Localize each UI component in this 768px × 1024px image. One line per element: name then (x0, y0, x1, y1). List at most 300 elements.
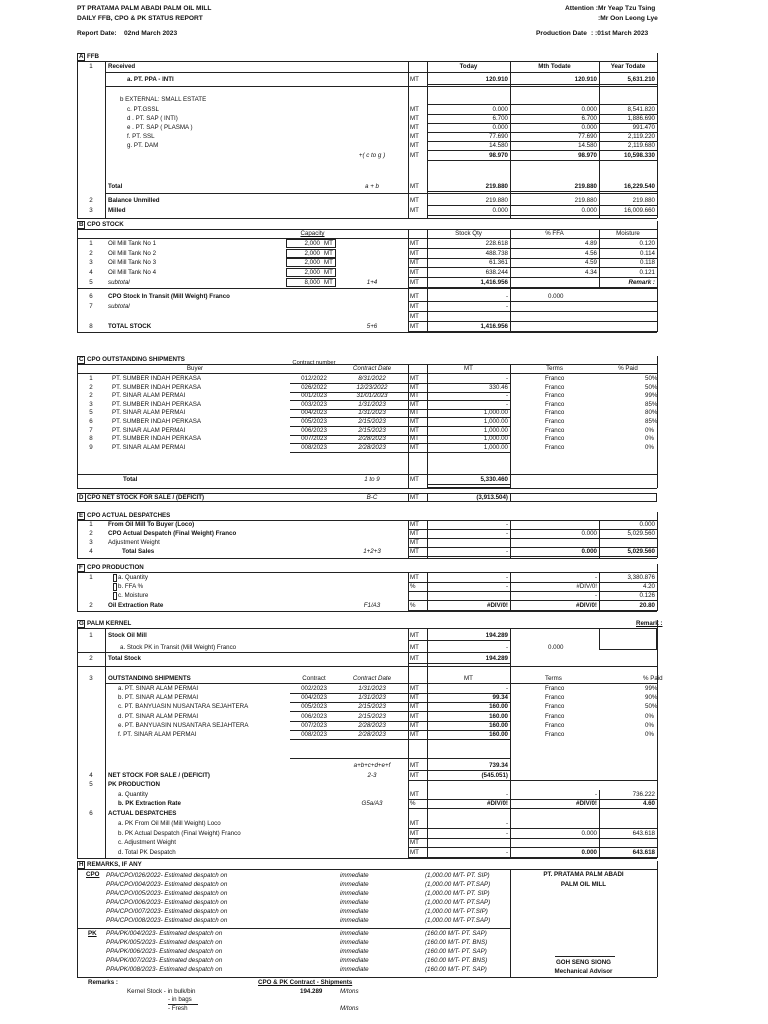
b-row-stock: - (505, 293, 508, 300)
c-row-terms: Franco (545, 435, 565, 442)
a-row-label: a. PT. PPA - INTI (127, 76, 174, 83)
b-row-no: 3 (89, 259, 93, 266)
c-row-terms: Franco (545, 401, 565, 408)
g-stock-label: a. Stock PK in Transit (Mill Weight) Franco (120, 644, 237, 651)
c-row-unit: MT (410, 435, 419, 442)
h-pk-when: immediate (340, 939, 369, 946)
h-pk-text: PPA/PK/007/2023- Estimated despatch on (106, 957, 223, 964)
h-cpo-when: immediate (340, 881, 369, 888)
g-out-terms: Franco (545, 694, 565, 701)
b-row-unit: MT (410, 269, 419, 276)
g-out-unit: MT (410, 703, 419, 710)
a-row-label: Received (108, 63, 136, 70)
g-out-contract: 008/2023 (301, 731, 327, 738)
e-row-unit: MT (410, 530, 419, 537)
e-row-mtd: 0.000 (581, 530, 597, 537)
g-out-mt: 160.00 (489, 731, 508, 738)
col-capacity: Capacity (300, 230, 325, 237)
c-row-unit: MT (410, 392, 419, 399)
b-row-unit: MT (410, 250, 419, 257)
g-out-contract: 005/2023 (301, 703, 327, 710)
b-row-unit: MT (410, 293, 419, 300)
g-stock-value: 194.289 (485, 632, 508, 639)
a-row-unit: MT (410, 106, 419, 113)
g-desp-row-unit: MT (410, 830, 419, 837)
a-row-rule (427, 123, 657, 124)
c-row-date: 31/01/2023 (356, 392, 388, 399)
g-out-rule (290, 711, 510, 712)
f-row-marker (113, 592, 117, 600)
b-row-unit: MT (410, 303, 419, 310)
g-out-rule (290, 739, 510, 740)
f-row-mtd: - (594, 592, 597, 599)
b-row-label: Oil Mill Tank No 2 (108, 250, 157, 257)
c-row-contract: 007/2023 (301, 435, 327, 442)
h-cpo-text: PPA/CPO/006/2023- Estimated despatch on (106, 899, 228, 906)
g-out-buyer: d. PT. SINAR ALAM PERMAI (118, 713, 199, 720)
e-row-label: Adjustment Weight (108, 539, 160, 546)
a-row-formula: +( c to g ) (358, 152, 386, 159)
a-row-label: d . PT. SAP ( INTI) (127, 115, 178, 122)
f-row-rule (408, 591, 657, 592)
b-row-capacity: 2,000 (304, 269, 320, 276)
h-cpo-qty: (1,000.00 M/T- PT.SIP) (425, 908, 488, 915)
a-row-today: 0.000 (492, 106, 508, 113)
col-moisture: Moisture (616, 230, 640, 237)
b-subtotal-rule (77, 288, 657, 289)
b-row-ffa: 4.89 (584, 240, 597, 247)
g-stock-value: 194.289 (485, 655, 508, 662)
h-pk-text: PPA/PK/005/2023- Estimated despatch on (106, 939, 223, 946)
c-row-unit: MT (410, 401, 419, 408)
g-desp-row-ytd: 643.618 (632, 849, 655, 856)
h-cpo-text: PPA/CPO/007/2023- Estimated despatch on (106, 908, 228, 915)
section-a-letter: A (79, 53, 84, 60)
g-prod-row-today: - (505, 791, 508, 798)
g-out-contract: 004/2023 (301, 694, 327, 701)
h-cpo-qty: (1,000.00 M/T- PT.SAP) (425, 899, 491, 906)
production-date: : :01st March 2023 (591, 30, 649, 37)
b-row-rule (408, 248, 657, 249)
a-row-today: 219.880 (485, 197, 508, 204)
f-row-today: - (505, 583, 508, 590)
b-row-stock: 228.618 (485, 240, 508, 247)
f-row-rule (408, 610, 657, 611)
f-row-no: 2 (89, 602, 93, 609)
c-total-value: 5,330.460 (480, 476, 508, 483)
report-date-label: Report Date: (77, 30, 117, 37)
b-row-stock: 1,416.956 (480, 323, 508, 330)
e-row-rule (408, 547, 657, 548)
c-row-no: 7 (89, 427, 93, 434)
e-row-mtd: 0.000 (581, 548, 597, 555)
g-out-date: 2/28/2023 (358, 731, 386, 738)
col-contract-number: Contract number (292, 360, 336, 366)
e-row-today: - (505, 521, 508, 528)
g-desp-row-label: b. PK Actual Despatch (Final Weight) Franco (118, 830, 241, 837)
g-net-value: (545.051) (481, 772, 508, 779)
g-col-terms: Terms (545, 675, 562, 682)
g-stock-label: Total Stock (108, 655, 141, 662)
b-row-ffa: 4.59 (584, 259, 597, 266)
c-row-contract: 026/2022 (301, 384, 327, 391)
attention-label: Attention : (565, 5, 598, 12)
section-e-letter: E (79, 512, 84, 519)
company-name: PT PRATAMA PALM ABADI PALM OIL MILL (77, 5, 212, 12)
g-out-terms: Franco (545, 703, 565, 710)
c-row-no: 2 (89, 384, 93, 391)
c-row-buyer: PT. SUMBER INDAH PERKASA (112, 401, 202, 408)
g-prod-no: 5 (89, 781, 93, 788)
c-row-rule (290, 452, 510, 453)
g-desp-row-mtd: 0.000 (581, 830, 597, 837)
h-pk-qty: (160.00 M/T- PT. BNS) (425, 939, 488, 946)
f-row-rule (408, 582, 657, 583)
a-row-unit: MT (410, 142, 419, 149)
e-row-no: 1 (89, 521, 93, 528)
footer-fresh-unit: M/tons (340, 1005, 359, 1012)
c-row-mt: 1,000.00 (483, 418, 508, 425)
a-row-ytd: 2,119.680 (627, 142, 655, 149)
h-cpo-qty: (1,000.00 M/T- PT.SAP) (425, 881, 491, 888)
g-out-date: 2/15/2023 (358, 713, 386, 720)
b-row-capacity: 2,000 (304, 259, 320, 266)
g-stock-sep (77, 652, 510, 653)
a-row-today: 98.970 (489, 152, 508, 159)
b-row-label: CPO Stock In Transit (Mill Weight) Franco (108, 293, 230, 300)
b-row-stock: - (505, 303, 508, 310)
f-row-unit: % (410, 583, 416, 590)
col-paid: % Paid (618, 365, 638, 372)
g-desp-row-label: c. Adjustment Weight (118, 839, 177, 846)
production-date-label: Production Date (536, 30, 587, 37)
b-row-label: Oil Mill Tank No 3 (108, 259, 157, 266)
a-row-label: c. PT.GSSL (127, 106, 159, 113)
b-row-moisture: Remark : (628, 279, 655, 286)
a-row-mtd: 14.580 (578, 142, 597, 149)
c-row-buyer: PT. SUMBER INDAH PERKASA (112, 418, 202, 425)
g-out-date: 1/31/2023 (358, 694, 386, 701)
b-row-capacity: 2,000 (304, 240, 320, 247)
b-row-moisture: 0.118 (639, 259, 655, 266)
g-out-terms: Franco (545, 713, 565, 720)
d-formula: B-C (366, 494, 378, 501)
a-row-label: Balance Unmilled (108, 197, 160, 204)
e-row-today: - (505, 548, 508, 555)
col-month-todate: Mth Todate (538, 63, 571, 70)
g-prod-rule (408, 808, 657, 809)
h-pk-qty: (160.00 M/T- PT. SAP) (425, 948, 487, 955)
b-row-no: 2 (89, 250, 93, 257)
a-row-mtd: 120.910 (574, 76, 597, 83)
e-row-label: CPO Actual Despatch (Final Weight) Franco (108, 530, 237, 537)
e-row-rule (408, 556, 657, 557)
f-row-formula: F1/A3 (363, 602, 381, 609)
section-b-letter: B (79, 221, 84, 228)
h-pk-label: PK (88, 930, 97, 937)
h-cpo-text: PPA/CPO/026/2022- Estimated despatch on (106, 872, 228, 879)
h-cpo-qty: (1,000.00 M/T- PT.SAP) (425, 917, 491, 924)
c-row-mt: - (505, 375, 508, 382)
g-out-paid: 50% (645, 703, 658, 710)
c-row-mt: - (505, 392, 508, 399)
g-stock-rule (408, 640, 510, 641)
g-net-rule (408, 780, 657, 781)
b-row-unit: MT (410, 259, 419, 266)
h-pk-text: PPA/PK/008/2023- Estimated despatch on (106, 966, 223, 973)
b-row-label: subtotal (108, 303, 130, 310)
c-row-date: 2/15/2023 (358, 427, 386, 434)
g-out-contract: 007/2023 (301, 722, 327, 729)
section-f-title: CPO PRODUCTION (87, 564, 144, 571)
c-row-terms: Franco (545, 427, 565, 434)
f-row-no: 1 (89, 574, 93, 581)
c-row-paid: 80% (645, 409, 658, 416)
g-remark-box (599, 628, 657, 650)
a-row-label: g. PT. DAM (127, 142, 159, 149)
a-row-unit: MT (410, 207, 419, 214)
g-prod-row-mtd: - (594, 791, 597, 798)
c-row-mt: 1,000.00 (483, 409, 508, 416)
section-c-title: CPO OUTSTANDING SHIPMENTS (87, 356, 185, 363)
g-stock-transit: 0.000 (548, 644, 564, 651)
c-row-buyer: PT. SINAR ALAM PERMAI (112, 427, 186, 434)
g-out-mt: - (505, 685, 508, 692)
c-row-unit: MT (410, 418, 419, 425)
footer-remarks-label: Remarks : (88, 979, 118, 986)
h-pk-when: immediate (340, 966, 369, 973)
g-out-unit: MT (410, 731, 419, 738)
f-row-marker (113, 574, 117, 582)
c-row-no: 2 (89, 392, 93, 399)
a-row-label: f. PT. SSL (127, 133, 155, 140)
h-pk-when: immediate (340, 957, 369, 964)
c-row-terms: Franco (545, 409, 565, 416)
col-terms: Terms (546, 365, 563, 372)
a-row-unit: MT (410, 152, 419, 159)
section-d-title: CPO NET STOCK FOR SALE / (DEFICIT) (87, 494, 205, 501)
h-cpo-text: PPA/CPO/005/2023- Estimated despatch on (106, 890, 228, 897)
e-row-unit: MT (410, 548, 419, 555)
f-row-label: a. Quantity (118, 574, 148, 581)
g-desp-rule (408, 847, 657, 848)
b-row-capacity-unit: MT (324, 279, 333, 286)
c-row-mt: 1,000.00 (483, 444, 508, 451)
g-col-date: Contract Date (352, 675, 392, 682)
h-pk-when: immediate (340, 948, 369, 955)
h-pk-text: PPA/PK/006/2023- Estimated despatch on (106, 948, 223, 955)
g-out-head-rule (105, 683, 657, 684)
g-out-paid: 0% (645, 713, 654, 720)
b-row-rule (408, 267, 657, 268)
col-stock-qty: Stock Qty (455, 230, 482, 237)
e-row-rule (408, 538, 657, 539)
g-stock-unit: MT (410, 655, 419, 662)
b-row-no: 4 (89, 269, 93, 276)
g-out-mt: 160.00 (489, 703, 508, 710)
report-title: DAILY FFB, CPO & PK STATUS REPORT (77, 15, 203, 22)
a-row-rule (427, 104, 657, 105)
a-row-no: 1 (89, 63, 93, 70)
a-row-today: 77.690 (489, 133, 508, 140)
capacity-cell (286, 239, 336, 248)
c-row-paid: 99% (645, 392, 658, 399)
b-row-rule (408, 321, 657, 322)
e-row-no: 3 (89, 539, 93, 546)
g-out-terms: Franco (545, 731, 565, 738)
section-h-letter: H (79, 861, 84, 868)
c-row-contract: 003/2023 (301, 401, 327, 408)
b-row-label: Oil Mill Tank No 1 (108, 240, 157, 247)
capacity-cell (286, 278, 336, 287)
a-row-rule (427, 132, 657, 133)
e-row-rule (408, 529, 657, 530)
g-out-total-top (290, 758, 510, 759)
f-row-mtd: #DIV/0! (576, 602, 597, 609)
g-prod-label: PK PRODUCTION (108, 781, 160, 788)
a-row-mtd: 6.700 (581, 115, 597, 122)
c-row-contract: 006/2023 (301, 427, 327, 434)
b-row-capacity-unit: MT (324, 240, 333, 247)
a-row-rule (427, 160, 657, 161)
e-row-unit: MT (410, 539, 419, 546)
h-cpo-when: immediate (340, 872, 369, 879)
b-row-label: TOTAL STOCK (108, 323, 152, 330)
h-cpo-text: PPA/CPO/008/2023- Estimated despatch on (106, 917, 228, 924)
section-d-letter: D (79, 494, 84, 501)
c-row-terms: Franco (545, 375, 565, 382)
c-row-buyer: PT. SUMBER INDAH PERKASA (112, 384, 202, 391)
g-desp-row-today: - (505, 849, 508, 856)
h-cpo-qty: (1,000.00 M/T- PT. SIP) (425, 890, 490, 897)
g-prod-row-unit: MT (410, 791, 419, 798)
b-row-no: 6 (89, 293, 93, 300)
g-out-total-rule (408, 770, 510, 771)
col-year-todate: Year Todate (610, 63, 646, 70)
section-g-title: PALM KERNEL (87, 620, 132, 627)
c-row-buyer: PT. SUMBER INDAH PERKASA (112, 375, 202, 382)
b-row-unit: MT (410, 313, 419, 320)
col-buyer: Buyer (186, 365, 204, 372)
g-net-unit: MT (410, 772, 419, 779)
h-cpo-text: PPA/CPO/004/2023- Estimated despatch on (106, 881, 228, 888)
footer-kernel-label: Kernel Stock - in bulk/bin (127, 988, 196, 995)
g-desp-no: 6 (89, 810, 93, 817)
footer-kernel-value: 194.289 (300, 988, 323, 995)
capacity-cell (286, 249, 336, 258)
b-row-moisture: 0.121 (639, 269, 655, 276)
e-row-label: Total Sales (122, 548, 155, 555)
capacity-cell (286, 268, 336, 277)
b-row-rule (408, 311, 657, 312)
c-row-no: 8 (89, 435, 93, 442)
g-desp-row-unit: MT (410, 820, 419, 827)
a-row-unit: MT (410, 183, 419, 190)
g-stock-value: - (505, 644, 508, 651)
c-row-paid: 85% (645, 401, 658, 408)
c-row-date: 2/28/2023 (358, 435, 386, 442)
f-row-label: c. Moisture (118, 592, 149, 599)
a-row-label: Total (108, 183, 123, 190)
h-cpo-qty: (1,000.00 M/T- PT. SIP) (425, 872, 490, 879)
c-row-date: 1/31/2023 (358, 409, 386, 416)
g-prod-row-ytd: 4.60 (642, 800, 655, 807)
c-row-contract: 001/2023 (301, 392, 327, 399)
g-out-total-unit: MT (410, 762, 419, 769)
a-row-ytd: 5,631.210 (627, 76, 655, 83)
g-prod-rule (408, 799, 657, 800)
e-row-today: - (505, 530, 508, 537)
g-remark: Remark : (636, 620, 663, 627)
a-row-mtd: 0.000 (581, 124, 597, 131)
c-row-paid: 0% (645, 435, 654, 442)
b-row-rule (408, 301, 657, 302)
a-row-no: 2 (89, 197, 93, 204)
a-row-formula: a + b (365, 183, 379, 190)
g-stock-no: 2 (89, 655, 93, 662)
g-out-mt: 99.34 (492, 694, 508, 701)
c-row-date: 2/15/2023 (358, 418, 386, 425)
report-date: 02nd March 2023 (124, 30, 178, 37)
g-out-mt: 160.00 (489, 722, 508, 729)
g-desp-row-ytd: 643.618 (632, 830, 655, 837)
g-net-formula: 2-3 (367, 772, 377, 779)
e-row-ytd: 5,029.560 (627, 548, 655, 555)
col-ffa: % FFA (545, 230, 564, 237)
b-row-stock: 638.244 (485, 269, 508, 276)
section-a-title: FFB (87, 53, 100, 60)
g-out-paid: 99% (645, 685, 658, 692)
c-row-paid: 50% (645, 384, 658, 391)
c-row-date: 2/28/2023 (358, 444, 386, 451)
h-pk-when: immediate (340, 930, 369, 937)
g-desp-row-unit: MT (410, 839, 419, 846)
col-mt: MT (464, 365, 473, 372)
g-out-buyer: b. PT. SINAR ALAM PERMAI (118, 694, 199, 701)
h-pk-text: PPA/PK/004/2023- Estimated despatch on (106, 930, 223, 937)
g-col-mt: MT (464, 675, 473, 682)
c-row-mt: 330.46 (489, 384, 508, 391)
a-row-today: 6.700 (492, 115, 508, 122)
e-row-unit: MT (410, 521, 419, 528)
c-row-unit: MT (410, 409, 419, 416)
g-desp-row-label: d. Total PK Despatch (118, 849, 176, 856)
g-out-unit: MT (410, 694, 419, 701)
c-row-date: 12/23/2022 (356, 384, 388, 391)
b-row-unit: MT (410, 323, 419, 330)
c-row-contract: 012/2022 (301, 375, 327, 382)
b-row-label: subtotal (108, 279, 130, 286)
b-row-moisture: 0.120 (639, 240, 655, 247)
f-row-mtd: #DIV/0! (576, 583, 597, 590)
a-row-ytd: 16,009.660 (624, 207, 655, 214)
e-row-ytd: 5,029.560 (627, 530, 655, 537)
c-row-paid: 0% (645, 427, 654, 434)
a-row-rule (427, 141, 657, 142)
a-row-ytd: 1,886.690 (627, 115, 655, 122)
g-out-buyer: e. PT. BANYUASIN NUSANTARA SEJAHTERA (118, 722, 249, 729)
b-row-rule (408, 331, 657, 332)
g-out-label: OUTSTANDING SHIPMENTS (108, 675, 191, 682)
section-b-title: CPO STOCK (87, 221, 124, 228)
g-desp-row-unit: MT (410, 849, 419, 856)
c-row-buyer: PT. SINAR ALAM PERMAI (112, 444, 186, 451)
b-row-label: Oil Mill Tank No 4 (108, 269, 157, 276)
f-row-marker (113, 583, 117, 591)
g-out-paid: 0% (645, 731, 654, 738)
g-prod-row-unit: % (410, 800, 416, 807)
a-row-today: 14.580 (489, 142, 508, 149)
